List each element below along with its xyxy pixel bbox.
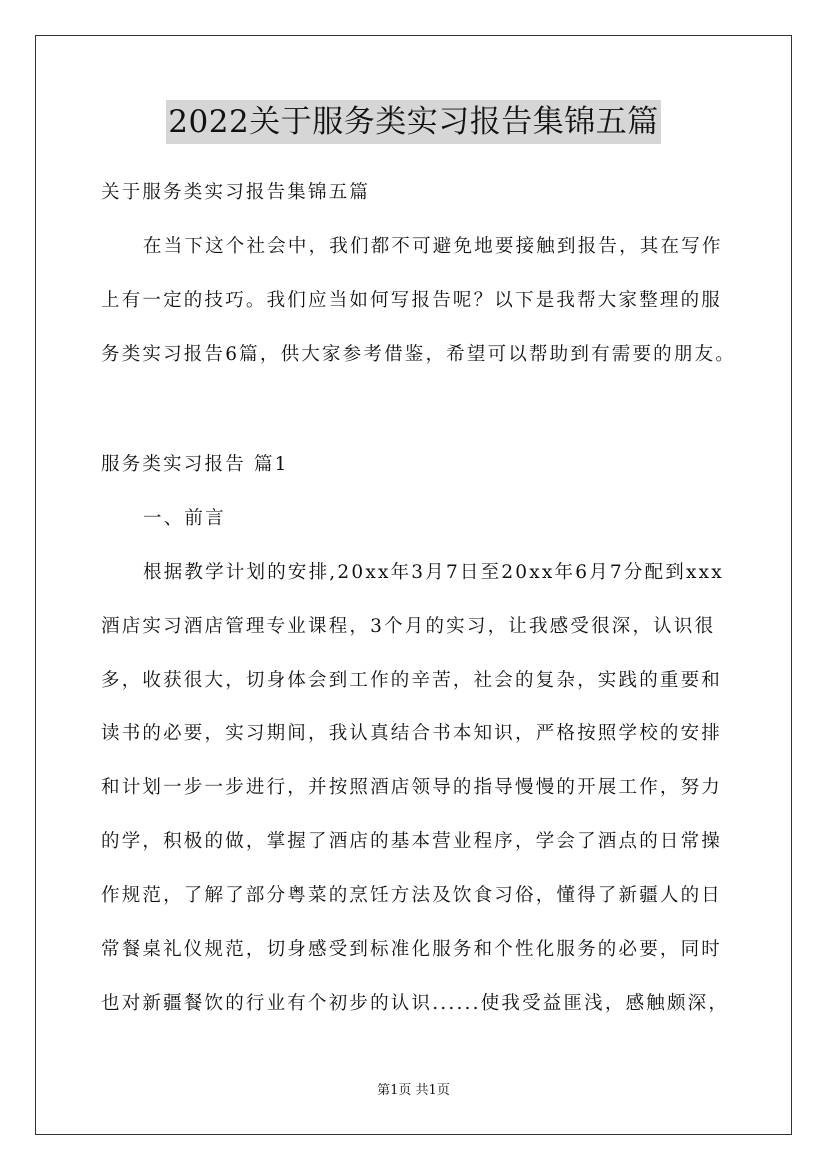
document-title: 2022关于服务类实习报告集锦五篇 xyxy=(166,100,660,144)
body-line-5: 和计划一步一步进行，并按照酒店领导的指导慢慢的开展工作，努力 xyxy=(101,777,723,798)
body-line-9: 也对新疆餐饮的行业有个初步的认识......使我受益匪浅，感触颇深， xyxy=(101,993,730,1014)
section-heading: 服务类实习报告 篇1 xyxy=(101,454,289,475)
intro-line-1: 在当下这个社会中，我们都不可避免地要接触到报告，其在写作 xyxy=(143,236,723,257)
body-line-6: 的学，积极的做，掌握了酒店的基本营业程序，学会了酒点的日常操 xyxy=(101,831,723,852)
body-line-8: 常餐桌礼仪规范，切身感受到标准化服务和个性化服务的必要，同时 xyxy=(101,939,723,960)
body-line-4: 读书的必要，实习期间，我认真结合书本知识，严格按照学校的安排 xyxy=(101,723,723,744)
body-line-1: 根据教学计划的安排,20xx年3月7日至20xx年6月7分配到xxx xyxy=(143,562,724,583)
document-subtitle: 关于服务类实习报告集锦五篇 xyxy=(101,182,371,203)
intro-line-3: 务类实习报告6篇，供大家参考借鉴，希望可以帮助到有需要的朋友。 xyxy=(101,344,736,365)
intro-line-2: 上有一定的技巧。我们应当如何写报告呢？以下是我帮大家整理的服 xyxy=(101,290,723,311)
body-line-7: 作规范，了解了部分粤菜的烹饪方法及饮食习俗，懂得了新疆人的日 xyxy=(101,885,723,906)
body-line-2: 酒店实习酒店管理专业课程，3个月的实习，让我感受很深，认识很 xyxy=(101,616,716,637)
subsection-heading: 一、前言 xyxy=(143,508,226,529)
title-block xyxy=(0,100,827,144)
body-line-3: 多，收获很大，切身体会到工作的辛苦，社会的复杂，实践的重要和 xyxy=(101,670,723,691)
page-footer: 第1页 共1页 xyxy=(377,1083,450,1098)
